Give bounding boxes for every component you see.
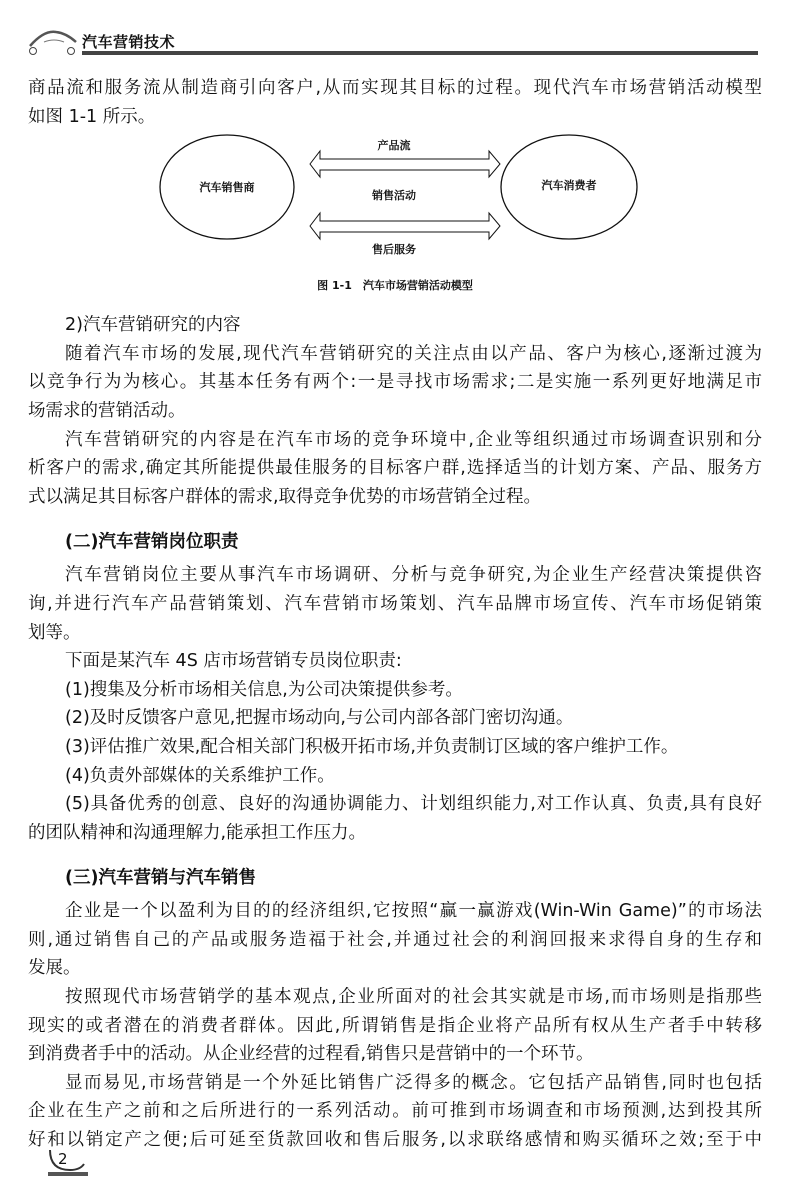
section-heading: (三)汽车营销与汽车销售 — [65, 868, 256, 889]
text-line: 式以满足其目标客户群体的需求,取得竞争优势的市场营销全过程。 — [28, 486, 542, 507]
car-logo-icon — [26, 26, 80, 56]
page-body — [28, 74, 762, 1155]
text-line: 如图 1-1 所示。 — [28, 106, 156, 127]
text-line: 企业在生产之前和之后所进行的一系列活动。前可推到市场调查和市场预测,达到投其所 — [28, 1101, 762, 1122]
text-line: 下面是某汽车 4S 店市场营销专员岗位职责: — [65, 651, 402, 672]
text-line: 现实的或者潜在的消费者群体。因此,所谓销售是指企业将产品所有权从生产者手中转移 — [28, 1015, 762, 1036]
text-line: 按照现代市场营销学的基本观点,企业所面对的社会其实就是市场,而市场则是指那些 — [65, 987, 762, 1008]
text-line: 随着汽车市场的发展,现代汽车营销研究的关注点由以产品、客户为核心,逐渐过渡为 — [65, 343, 762, 364]
text-line: 显而易见,市场营销是一个外延比销售广泛得多的概念。它包括产品销售,同时也包括 — [65, 1072, 762, 1093]
text-line: 企业是一个以盈利为目的的经济组织,它按照“赢一赢游戏(Win-Win Game)”的市场法 — [65, 901, 762, 922]
page-number: 2 — [58, 1150, 68, 1168]
bottom-double-arrow — [310, 213, 500, 239]
text-line: 汽车营销岗位主要从事汽车市场调研、分析与竞争研究,为企业生产经营决策提供咨 — [65, 565, 762, 586]
text-line: 好和以销定产之便;后可延至货款回收和售后服务,以求联络感情和购买循环之效;至于中 — [28, 1130, 762, 1151]
list-item: 的团队精神和沟通理解力,能承担工作压力。 — [28, 822, 367, 843]
text-line: 析客户的需求,确定其所能提供最佳服务的目标客户群,选择适当的计划方案、产品、服务方 — [28, 458, 762, 479]
text-line: 以竞争行为为核心。其基本任务有两个:一是寻找市场需求;二是实施一系列更好地满足市 — [28, 372, 762, 393]
text-line: 询,并进行汽车产品营销策划、汽车营销市场策划、汽车品牌市场宣传、汽车市场促销策 — [28, 593, 762, 614]
text-line: 汽车营销研究的内容是在汽车市场的竞争环境中,企业等组织通过市场调查识别和分 — [65, 429, 762, 450]
list-item: (5)具备优秀的创意、良好的沟通协调能力、计划组织能力,对工作认真、负责,具有良好 — [65, 794, 762, 815]
text-line: 到消费者手中的活动。从企业经营的过程看,销售只是营销中的一个环节。 — [28, 1044, 594, 1065]
middle-label: 销售活动 — [372, 189, 416, 203]
figure-caption: 图 1-1 汽车市场营销活动模型 — [317, 279, 473, 293]
text-line: 划等。 — [28, 622, 81, 643]
section-heading: (二)汽车营销岗位职责 — [65, 532, 239, 553]
subsection-title: 2)汽车营销研究的内容 — [65, 315, 241, 336]
right-node-label: 汽车消费者 — [541, 179, 597, 193]
top-arrow-label: 产品流 — [377, 139, 411, 153]
text-line: 商品流和服务流从制造商引向客户,从而实现其目标的过程。现代汽车市场营销活动模型 — [28, 78, 762, 98]
list-item: (1)搜集及分析市场相关信息,为公司决策提供参考。 — [65, 679, 463, 700]
list-item: (4)负责外部媒体的关系维护工作。 — [65, 765, 335, 786]
list-item: (3)评估推广效果,配合相关部门积极开拓市场,并负责制订区域的客户维护工作。 — [65, 736, 679, 757]
left-node-label: 汽车销售商 — [199, 181, 255, 195]
bottom-arrow-label: 售后服务 — [372, 243, 416, 257]
text-line: 发展。 — [28, 958, 81, 979]
top-double-arrow — [310, 151, 500, 177]
text-line: 则,通过销售自己的产品或服务造福于社会,并通过社会的利润回报来求得自身的生存和 — [28, 929, 762, 950]
running-header-title: 汽车营销技术 — [82, 33, 176, 51]
text-line: 场需求的营销活动。 — [28, 400, 186, 421]
list-item: (2)及时反馈客户意见,把握市场动向,与公司内部各部门密切沟通。 — [65, 708, 574, 729]
figure-1-1 — [28, 131, 762, 311]
page-number-ornament-icon — [46, 1146, 90, 1180]
header-rule — [82, 51, 758, 55]
